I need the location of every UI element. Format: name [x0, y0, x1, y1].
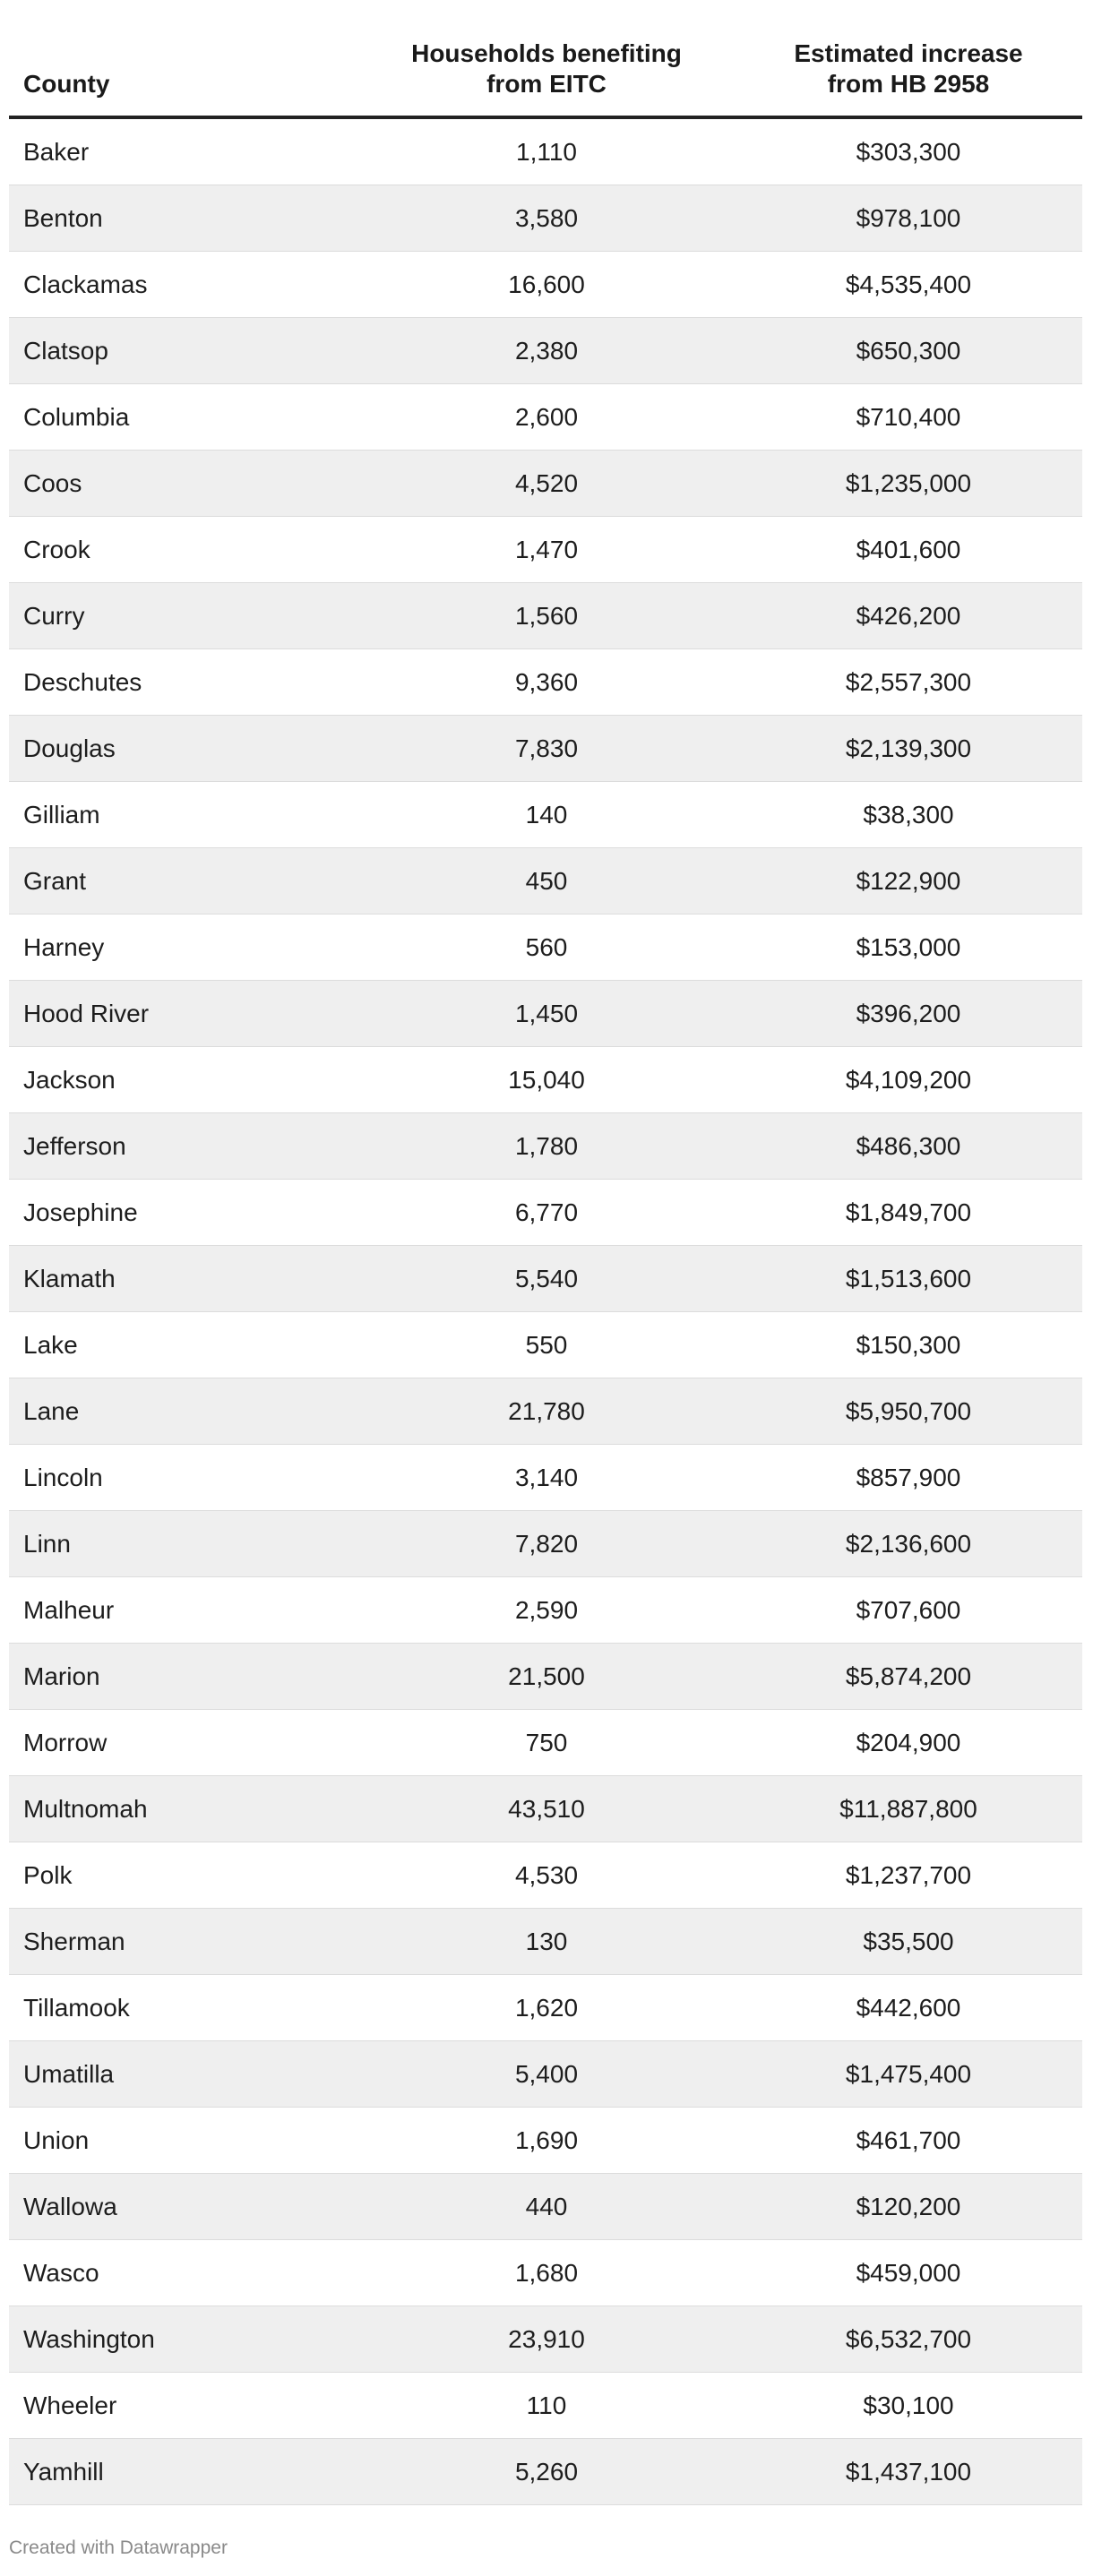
table-row: [9, 848, 1082, 914]
table-row: [9, 252, 1082, 318]
cell-county: Baker: [23, 137, 90, 166]
cell-county: Crook: [23, 535, 90, 563]
cell-county: Linn: [23, 1529, 71, 1558]
cell-households: 1,110: [516, 137, 577, 166]
cell-increase: $2,139,300: [845, 734, 972, 762]
cell-households: 3,580: [514, 203, 579, 232]
header-county-line-1: County: [23, 70, 110, 98]
table-body: [9, 119, 1082, 2505]
cell-households: 450: [525, 866, 568, 895]
cell-increase: $978,100: [856, 203, 961, 232]
cell-county: Josephine: [23, 1198, 138, 1226]
cell-county: Umatilla: [23, 2059, 115, 2088]
table-row: [9, 2174, 1082, 2240]
table-row: [9, 914, 1082, 981]
cell-increase: $2,557,300: [845, 667, 972, 696]
cell-county: Polk: [23, 1860, 73, 1889]
cell-households: 140: [525, 800, 568, 829]
cell-households: 7,820: [514, 1529, 579, 1558]
cell-households: 6,770: [514, 1198, 579, 1226]
cell-households: 4,520: [514, 468, 579, 497]
table-row: [9, 1180, 1082, 1246]
table-row: [9, 2439, 1082, 2505]
table-row: [9, 2108, 1082, 2174]
table-row: [9, 1113, 1082, 1180]
table-row: [9, 119, 1082, 185]
cell-households: 1,680: [514, 2258, 579, 2287]
header-increase-line-2: from HB 2958: [827, 70, 990, 98]
header-households-line-1: Households benefiting: [411, 39, 682, 67]
table-row: [9, 649, 1082, 716]
cell-county: Curry: [23, 601, 85, 630]
cell-county: Deschutes: [23, 667, 142, 696]
cell-households: 1,450: [514, 999, 579, 1027]
cell-households: 23,910: [508, 2324, 585, 2353]
cell-increase: $5,874,200: [845, 1662, 972, 1690]
cell-households: 440: [525, 2192, 568, 2220]
cell-county: Washington: [23, 2324, 155, 2353]
cell-increase: $122,900: [856, 866, 961, 895]
cell-county: Lake: [23, 1330, 78, 1359]
cell-households: 3,140: [514, 1463, 579, 1491]
footer-credit: Created with Datawrapper: [9, 2537, 228, 2558]
cell-county: Coos: [23, 468, 82, 497]
cell-households: 16,600: [508, 270, 585, 298]
cell-increase: $461,700: [856, 2125, 961, 2154]
cell-households: 110: [526, 2391, 567, 2419]
table-row: [9, 1710, 1082, 1776]
cell-county: Klamath: [23, 1264, 116, 1292]
cell-increase: $35,500: [863, 1927, 954, 1955]
table-row: [9, 716, 1082, 782]
table-row: [9, 384, 1082, 451]
cell-households: 1,620: [514, 1993, 579, 2022]
cell-county: Lane: [23, 1396, 80, 1425]
cell-increase: $4,535,400: [845, 270, 972, 298]
cell-households: 550: [525, 1330, 568, 1359]
table-row: [9, 1246, 1082, 1312]
header-households[interactable]: [358, 39, 735, 99]
cell-increase: $442,600: [856, 1993, 961, 2022]
header-households-line-2: from EITC: [486, 70, 607, 98]
cell-households: 9,360: [514, 667, 579, 696]
cell-county: Harney: [23, 932, 105, 961]
table-row: [9, 2041, 1082, 2108]
cell-county: Jefferson: [23, 1131, 126, 1160]
cell-county: Morrow: [23, 1728, 108, 1756]
cell-county: Clackamas: [23, 270, 148, 298]
cell-households: 5,540: [514, 1264, 579, 1292]
cell-increase: $6,532,700: [845, 2324, 972, 2353]
cell-households: 4,530: [514, 1860, 579, 1889]
cell-increase: $459,000: [856, 2258, 961, 2287]
table-row: [9, 451, 1082, 517]
cell-increase: $30,100: [863, 2391, 954, 2419]
cell-county: Marion: [23, 1662, 100, 1690]
cell-households: 750: [525, 1728, 568, 1756]
table-row: [9, 1577, 1082, 1644]
cell-increase: $150,300: [856, 1330, 961, 1359]
table-row: [9, 1776, 1082, 1842]
cell-county: Wasco: [23, 2258, 99, 2287]
table-row: [9, 583, 1082, 649]
cell-county: Gilliam: [23, 800, 100, 829]
cell-increase: $1,475,400: [845, 2059, 972, 2088]
table-row: [9, 1644, 1082, 1710]
cell-county: Malheur: [23, 1595, 115, 1624]
cell-increase: $857,900: [856, 1463, 961, 1491]
cell-households: 21,500: [508, 1662, 585, 1690]
table-row: [9, 318, 1082, 384]
cell-increase: $4,109,200: [845, 1065, 972, 1094]
table-row: [9, 2373, 1082, 2439]
cell-households: 21,780: [508, 1396, 585, 1425]
cell-increase: $401,600: [856, 535, 961, 563]
table-row: [9, 2240, 1082, 2306]
table-row: [9, 1842, 1082, 1909]
cell-county: Tillamook: [23, 1993, 130, 2022]
cell-increase: $426,200: [856, 601, 961, 630]
table-row: [9, 1312, 1082, 1378]
table-row: [9, 1445, 1082, 1511]
cell-increase: $486,300: [856, 1131, 961, 1160]
table-header: [9, 0, 1082, 119]
table-row: [9, 1378, 1082, 1445]
table-row: [9, 517, 1082, 583]
cell-increase: $303,300: [856, 137, 961, 166]
cell-increase: $153,000: [856, 932, 961, 961]
cell-county: Benton: [23, 203, 103, 232]
table-row: [9, 185, 1082, 252]
table-row: [9, 981, 1082, 1047]
cell-county: Yamhill: [23, 2457, 104, 2486]
table-row: [9, 1975, 1082, 2041]
header-county[interactable]: [9, 69, 358, 99]
cell-households: 1,560: [514, 601, 579, 630]
cell-county: Douglas: [23, 734, 116, 762]
cell-households: 5,400: [514, 2059, 579, 2088]
cell-increase: $11,887,800: [839, 1794, 977, 1823]
cell-county: Wallowa: [23, 2192, 117, 2220]
cell-increase: $38,300: [863, 800, 954, 829]
cell-county: Columbia: [23, 402, 130, 431]
table-row: [9, 782, 1082, 848]
data-table: [9, 0, 1082, 2505]
cell-increase: $396,200: [856, 999, 961, 1027]
cell-increase: $5,950,700: [845, 1396, 972, 1425]
cell-county: Sherman: [23, 1927, 125, 1955]
cell-county: Wheeler: [23, 2391, 117, 2419]
cell-households: 7,830: [514, 734, 579, 762]
cell-households: 2,380: [514, 336, 579, 365]
cell-increase: $2,136,600: [845, 1529, 972, 1558]
table-row: [9, 2306, 1082, 2373]
cell-increase: $710,400: [856, 402, 961, 431]
cell-increase: $1,235,000: [845, 468, 972, 497]
cell-households: 1,780: [514, 1131, 579, 1160]
cell-increase: $1,513,600: [845, 1264, 972, 1292]
cell-households: 2,590: [514, 1595, 579, 1624]
cell-county: Clatsop: [23, 336, 108, 365]
cell-increase: $1,849,700: [845, 1198, 972, 1226]
cell-households: 15,040: [508, 1065, 585, 1094]
header-increase[interactable]: [735, 39, 1082, 99]
cell-county: Grant: [23, 866, 87, 895]
cell-households: 1,470: [514, 535, 579, 563]
table-row: [9, 1047, 1082, 1113]
cell-households: 1,690: [514, 2125, 579, 2154]
table-row: [9, 1511, 1082, 1577]
cell-increase: $650,300: [856, 336, 961, 365]
cell-increase: $1,437,100: [845, 2457, 972, 2486]
cell-county: Multnomah: [23, 1794, 148, 1823]
cell-increase: $1,237,700: [845, 1860, 972, 1889]
cell-increase: $120,200: [856, 2192, 961, 2220]
cell-county: Jackson: [23, 1065, 116, 1094]
cell-households: 43,510: [508, 1794, 585, 1823]
cell-county: Union: [23, 2125, 90, 2154]
cell-increase: $204,900: [856, 1728, 961, 1756]
cell-county: Lincoln: [23, 1463, 103, 1491]
cell-households: 560: [525, 932, 568, 961]
cell-county: Hood River: [23, 999, 150, 1027]
cell-increase: $707,600: [856, 1595, 961, 1624]
cell-households: 2,600: [514, 402, 579, 431]
table-row: [9, 1909, 1082, 1975]
header-increase-line-1: Estimated increase: [794, 39, 1023, 67]
cell-households: 130: [525, 1927, 568, 1955]
cell-households: 5,260: [514, 2457, 579, 2486]
